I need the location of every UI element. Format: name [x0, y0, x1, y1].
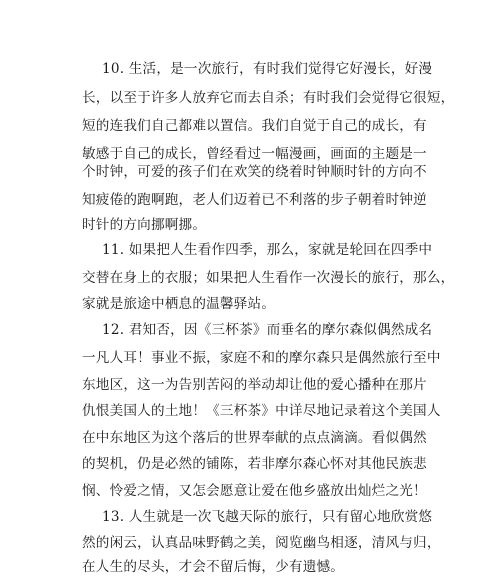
- paragraph-10-line-7: 时针的方向挪啊挪。: [82, 217, 207, 233]
- paragraph-12-line-1: 12. 君知否，因《三杯茶》而垂名的摩尔森似偶然成名: [102, 322, 433, 338]
- paragraph-12-line-4: 仇恨美国人的土地！《三杯茶》中详尽地记录着这个美国人: [82, 403, 441, 419]
- paragraph-10-line-2: 长，以至于许多人放弃它而去自杀；有时我们会觉得它很短，: [82, 90, 455, 106]
- paragraph-12-line-7: 悯、怜爱之情，又怎会愿意让爱在他乡盛放出灿烂之光！: [82, 483, 427, 499]
- paragraph-13-line-1: 13. 人生就是一次飞越天际的旅行，只有留心地欣赏悠: [102, 509, 433, 525]
- paragraph-11-line-1: 11. 如果把人生看作四季，那么，家就是轮回在四季中: [102, 242, 433, 258]
- paragraph-12-line-6: 的契机，仍是必然的铺陈，若非摩尔森心怀对其他民族悲: [82, 456, 427, 472]
- paragraph-12-line-2: 一凡人耳！事业不振，家庭不和的摩尔森只是偶然旅行至中: [82, 350, 441, 366]
- paragraph-10-line-4: 敏感于自己的成长，曾经看过一幅漫画，画面的主题是一: [82, 146, 427, 162]
- paragraph-11-line-3: 家就是旅途中栖息的温馨驿站。: [82, 296, 276, 312]
- paragraph-11-line-2: 交替在身上的衣服；如果把人生看作一次漫长的旅行，那么，: [82, 270, 455, 286]
- paragraph-10-line-3: 短的连我们自己都难以置信。我们自觉于自己的成长，有: [82, 118, 427, 134]
- paragraph-12-line-3: 东地区，这一为告别苦闷的举动却让他的爱心播种在那片: [82, 377, 427, 393]
- paragraph-10-line-1: 10. 生活，是一次旅行，有时我们觉得它好漫长，好漫: [102, 61, 433, 77]
- paragraph-10-line-5: 个时钟，可爱的孩子们在欢笑的绕着时钟顺时针的方向不: [82, 164, 427, 180]
- paragraph-12-line-5: 在中东地区为这个落后的世界奉献的点点滴滴。看似偶然: [82, 430, 427, 446]
- paragraph-10-line-6: 知疲倦的跑啊跑，老人们迈着已不利落的步子朝着时钟逆: [82, 192, 427, 208]
- paragraph-13-line-2: 然的闲云，认真品味野鹤之美，阅览幽鸟相逐，清风与归，: [82, 535, 441, 551]
- paragraph-13-line-3: 在人生的尽头，才会不留后悔，少有遗憾。: [82, 559, 345, 575]
